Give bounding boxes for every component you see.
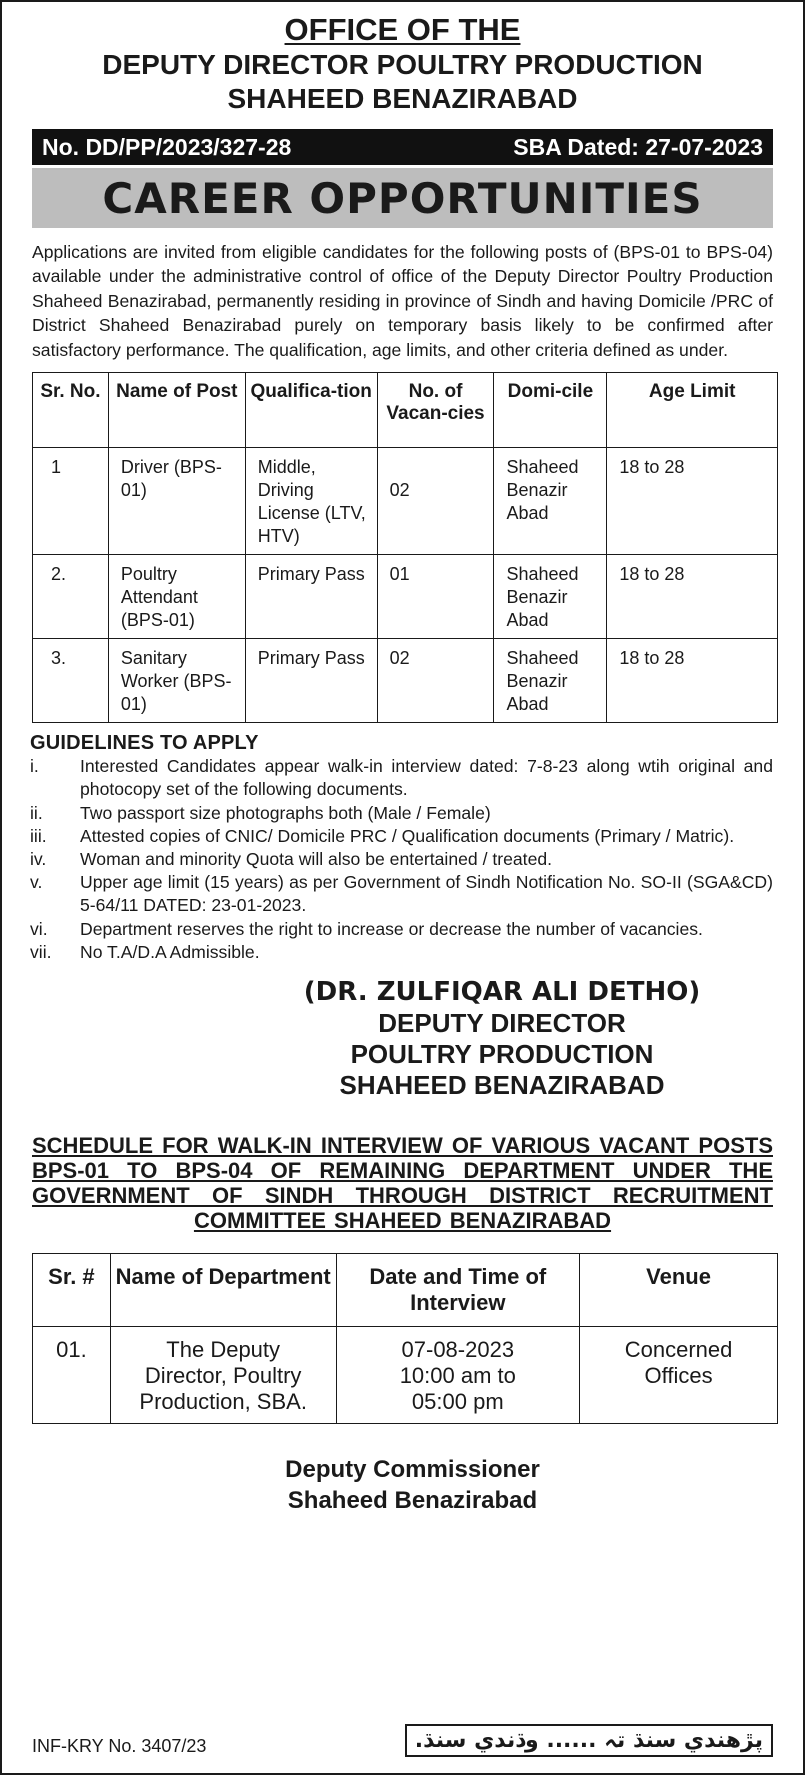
col-header-department: Name of Department <box>110 1254 336 1327</box>
posts-table <box>32 372 778 723</box>
cell-post: Poultry Attendant (BPS-01) <box>108 555 245 639</box>
col-header-domicile: Domi-cile <box>494 373 607 448</box>
guideline-text: Woman and minority Quota will also be entertained / treated. <box>80 849 553 870</box>
signature-block <box>302 976 702 1101</box>
schedule-title: SCHEDULE FOR WALK-IN INTERVIEW OF VARIOUS VACANT POSTS BPS-01 TO BPS-04 OF REMAINING DEPARTMENT UNDER THE GOVERNMENT OF SINDH THROUGH DISTRICT RECRUITMENT COMMITTEE SHAHEED BENAZIRABAD <box>32 1133 773 1234</box>
signatory-title-2: POULTRY PRODUCTION <box>350 1039 654 1070</box>
col-header-name-of-post: Name of Post <box>108 373 245 448</box>
guideline-item <box>30 848 773 871</box>
col-header-qualification: Qualifica-tion <box>245 373 377 448</box>
inf-number: INF-KRY No. 3407/23 <box>32 1736 207 1756</box>
guidelines-title: GUIDELINES TO APPLY <box>30 732 259 755</box>
dc-district: Shaheed Benazirabad <box>287 1487 538 1515</box>
guideline-number: vi. <box>30 918 48 939</box>
cell-vacancies: 02 <box>377 448 494 555</box>
table-row <box>33 1327 778 1424</box>
cell-post: Sanitary Worker (BPS-01) <box>108 639 245 723</box>
table-row <box>33 639 778 723</box>
guideline-text: No T.A/D.A Admissible. <box>80 941 260 962</box>
signatory-title-1: DEPUTY DIRECTOR <box>378 1008 626 1039</box>
col-header-date-time: Date and Time of Interview <box>336 1254 580 1327</box>
col-header-age-limit: Age Limit <box>607 373 778 448</box>
dc-title: Deputy Commissioner <box>285 1456 540 1484</box>
cell-age-limit: 18 to 28 <box>607 639 778 723</box>
col-header-vacancies: No. of Vacan-cies <box>377 373 494 448</box>
intro-paragraph: Applications are invited from eligible candidates for the following posts of (BPS-01 to BPS-04) available under the administrative control of office of the Deputy Director Poultry Production Shaheed Benazirabad, permanently residing in province of Sindh and having Domicile /PRC of District Shaheed Benazirabad purely on temporary basis likely to be confirmed after satisfactory performance. The qualification, age limits, and other criteria defined as under. <box>32 242 773 360</box>
cell-age-limit: 18 to 28 <box>607 555 778 639</box>
table-row <box>33 448 778 555</box>
guideline-item <box>30 871 773 917</box>
cell-sr: 1 <box>33 448 109 555</box>
cell-domicile: Shaheed Benazir Abad <box>494 448 607 555</box>
col-header-venue: Venue <box>580 1254 778 1327</box>
col-header-sr-no: Sr. No. <box>33 373 109 448</box>
guideline-text: Two passport size photographs both (Male / Female) <box>80 802 491 823</box>
guideline-text: Upper age limit (15 years) as per Government of Sindh Notification No. SO-II (SGA&CD) 5-64/11 DATED: 23-01-2023. <box>80 872 773 916</box>
cell-department: The Deputy Director, Poultry Production, SBA. <box>110 1327 336 1424</box>
career-banner: CAREER OPPORTUNITIES <box>32 168 773 228</box>
reference-date: SBA Dated: 27-07-2023 <box>513 133 763 160</box>
sindhi-slogan: پڙهندي سنڌ تہ ...... وڌندي سنڌ. <box>405 1724 773 1757</box>
guideline-number: iv. <box>30 849 47 870</box>
office-header <box>2 2 803 113</box>
cell-vacancies: 02 <box>377 639 494 723</box>
header-line-2: DEPUTY DIRECTOR POULTRY PRODUCTION <box>102 49 703 80</box>
deputy-commissioner-block <box>2 1454 803 1516</box>
guideline-text: Attested copies of CNIC/ Domicile PRC / Qualification documents (Primary / Matric). <box>80 825 735 846</box>
cell-domicile: Shaheed Benazir Abad <box>494 555 607 639</box>
header-line-3: SHAHEED BENAZIRABAD <box>227 83 578 114</box>
posts-table-header <box>33 373 778 448</box>
signatory-title-3: SHAHEED BENAZIRABAD <box>339 1070 665 1101</box>
cell-sr: 2. <box>33 555 109 639</box>
guideline-item <box>30 825 773 848</box>
cell-qualification: Middle, Driving License (LTV, HTV) <box>245 448 377 555</box>
guideline-number: ii. <box>30 802 43 823</box>
cell-sr: 01. <box>33 1327 111 1424</box>
guideline-text: Department reserves the right to increase or decrease the number of vacancies. <box>80 918 703 939</box>
cell-qualification: Primary Pass <box>245 555 377 639</box>
col-header-sr: Sr. # <box>33 1254 111 1327</box>
guideline-number: v. <box>30 872 43 893</box>
reference-bar <box>32 129 773 165</box>
schedule-table <box>32 1253 778 1424</box>
cell-date-time: 07-08-2023 10:00 am to 05:00 pm <box>336 1327 580 1424</box>
cell-age-limit: 18 to 28 <box>607 448 778 555</box>
guideline-item <box>30 802 773 825</box>
guideline-number: i. <box>30 756 39 777</box>
signatory-name: (DR. ZULFIQAR ALI DETHO) <box>303 977 701 1008</box>
cell-venue: Concerned Offices <box>580 1327 778 1424</box>
header-line-1: OFFICE OF THE <box>284 12 521 47</box>
reference-number: No. DD/PP/2023/327-28 <box>42 133 292 160</box>
cell-domicile: Shaheed Benazir Abad <box>494 639 607 723</box>
guidelines-section <box>30 732 773 964</box>
guideline-number: iii. <box>30 825 47 846</box>
cell-vacancies: 01 <box>377 555 494 639</box>
guideline-item <box>30 941 773 964</box>
table-row <box>33 555 778 639</box>
guideline-item <box>30 755 773 801</box>
cell-sr: 3. <box>33 639 109 723</box>
guideline-text: Interested Candidates appear walk-in interview dated: 7-8-23 along wtih original and photocopy set of the following documents. <box>80 756 773 800</box>
cell-post: Driver (BPS-01) <box>108 448 245 555</box>
cell-qualification: Primary Pass <box>245 639 377 723</box>
guideline-number: vii. <box>30 941 52 962</box>
guideline-item <box>30 918 773 941</box>
schedule-table-header <box>33 1254 778 1327</box>
footer <box>32 1724 773 1757</box>
